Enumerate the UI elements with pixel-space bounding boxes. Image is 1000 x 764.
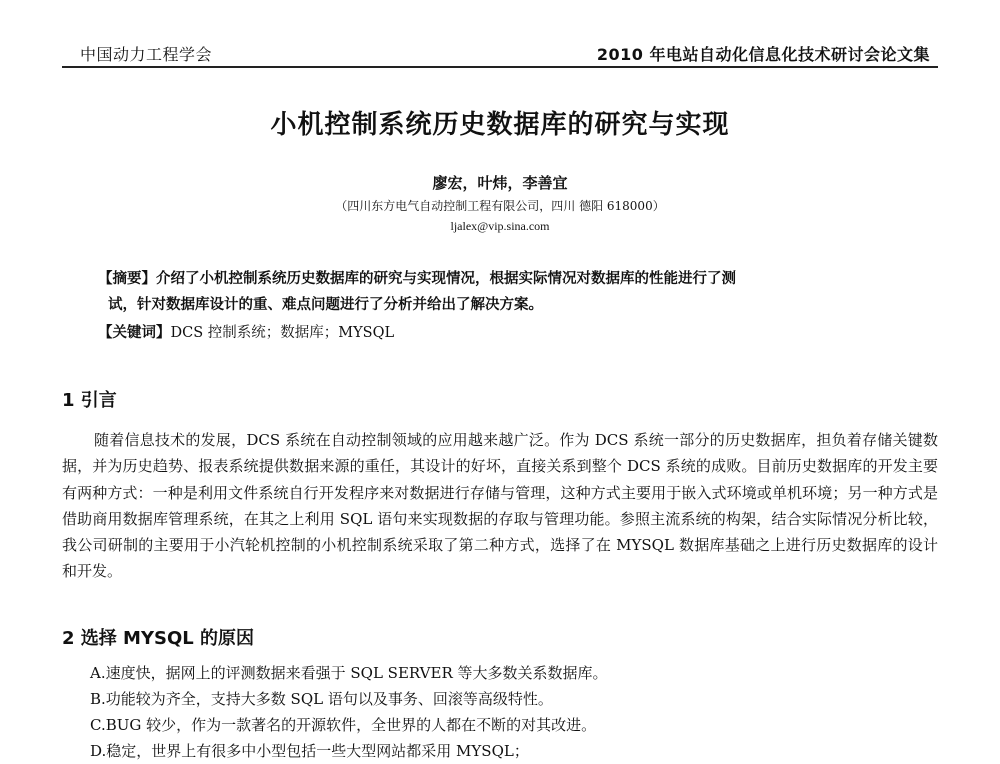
list-item: A.速度快，据网上的评测数据来看强于 SQL SERVER 等大多数关系数据库。 <box>90 664 608 682</box>
abstract <box>98 266 898 318</box>
paper-title: 小机控制系统历史数据库的研究与实现 <box>270 110 730 140</box>
paper-authors: 廖宏，叶炜，李善宜 <box>432 174 568 192</box>
keywords-label: 【关键词】 <box>98 325 171 341</box>
list-item: D.稳定，世界上有很多中小型包括一些大型网站都采用 MYSQL； <box>90 742 529 760</box>
author-affiliation: （四川东方电气自动控制工程有限公司，四川 德阳 618000） <box>335 199 665 213</box>
header-society-name: 中国动力工程学会 <box>80 45 213 64</box>
page-header <box>62 36 938 68</box>
list-item: C.BUG 较少，作为一款著名的开源软件，全世界的人都在不断的对其改进。 <box>90 716 597 734</box>
list-item: B.功能较为齐全，支持大多数 SQL 语句以及事务、回滚等高级特性。 <box>90 690 553 708</box>
header-proceedings-title: 2010 年电站自动化信息化技术研讨会论文集 <box>596 45 930 64</box>
abstract-line-1: 【摘要】介绍了小机控制系统历史数据库的研究与实现情况，根据实际情况对数据库的性能进行了测 <box>98 271 736 287</box>
keywords-value: DCS 控制系统；数据库；MYSQL <box>170 325 395 341</box>
reasons-list <box>90 660 938 764</box>
section-heading-why-mysql: 2 选择 MYSQL 的原因 <box>62 628 255 649</box>
abstract-line-2: 试，针对数据库设计的重、难点问题进行了分析并给出了解决方案。 <box>108 297 543 313</box>
author-email: ljalex@vip.sina.com <box>450 219 550 233</box>
keywords <box>98 320 898 346</box>
introduction-paragraph: 随着信息技术的发展，DCS 系统在自动控制领域的应用越来越广泛。作为 DCS 系统一部分的历史数据库，担负着存储关键数据，并为历史趋势、报表系统提供数据来源的重任，其设计的好坏，直接关系到整个 DCS 系统的成败。目前历史数据库的开发主要有两种方式：一种是利用文件系统自行开发程序来对数据进行存储与管理，这种方式主要用于嵌入式环境或单机环境；另一种方式是借助商用数据库管理系统，在其之上利用 SQL 语句来实现数据的存取与管理功能。参照主流系统的构架，结合实际情况分析比较，我公司研制的主要用于小汽轮机控制的小机控制系统采取了第二种方式，选择了在 MYSQL 数据库基础之上进行历史数据库的设计和开发。 <box>62 431 938 581</box>
section-heading-introduction: 1 引言 <box>62 390 117 411</box>
